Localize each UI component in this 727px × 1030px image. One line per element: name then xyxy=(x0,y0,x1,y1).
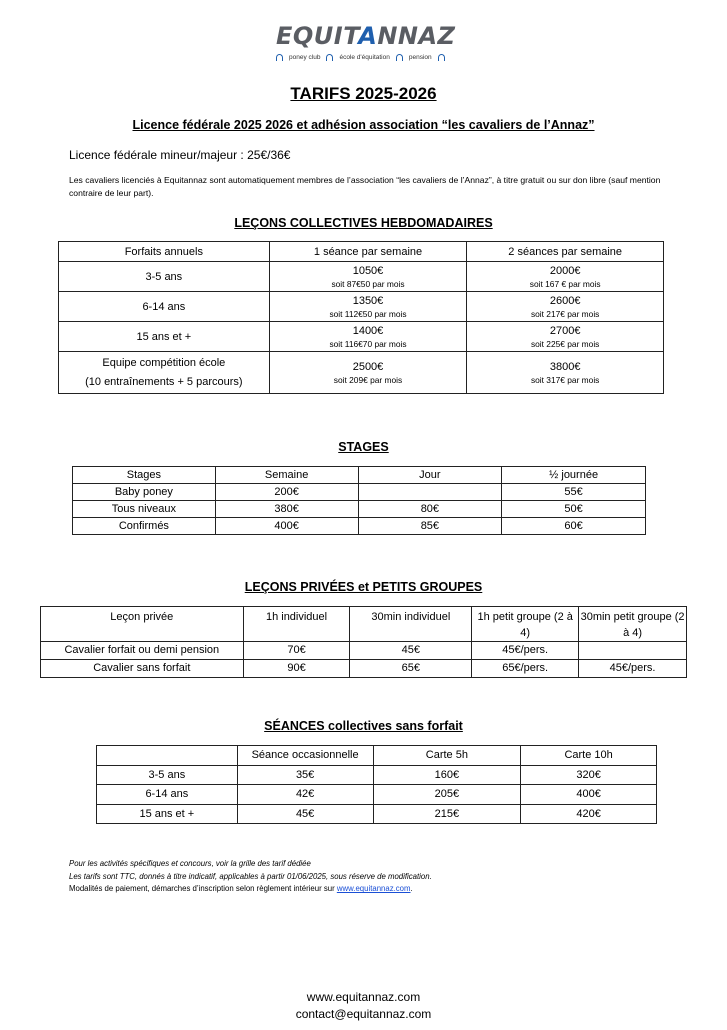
table-header: 2 séances par semaine xyxy=(467,242,664,262)
price-cell xyxy=(579,642,687,660)
horseshoe-icon xyxy=(438,54,445,61)
price-cell: 35€ xyxy=(237,765,373,785)
table-header-row xyxy=(73,467,646,484)
price-cell: 65€/pers. xyxy=(472,660,579,678)
footer-email: contact@equitannaz.com xyxy=(295,1007,432,1021)
note-tarifs-ttc: Les tarifs sont TTC, donnés à titre indicatif, applicables à partir 01/06/2025, sous réserve de modification. xyxy=(69,871,432,881)
price-cell: 90€ xyxy=(243,660,350,678)
lecons-collectives-table xyxy=(58,241,664,394)
notes xyxy=(69,858,432,896)
price-cell: 3800€ soit 317€ par mois xyxy=(467,352,664,394)
table-header: Semaine xyxy=(215,467,358,484)
table-header: 1h petit groupe (2 à 4) xyxy=(472,607,579,642)
stages-table xyxy=(72,466,646,535)
table-row xyxy=(73,518,646,535)
table-header xyxy=(97,746,238,766)
table-header: Leçon privée xyxy=(41,607,244,642)
price-cell: 1400€ soit 116€70 par mois xyxy=(269,322,467,352)
logo-tag-ecole: école d'équitation xyxy=(339,54,390,61)
table-row xyxy=(97,804,657,824)
price-cell: 80€ xyxy=(358,501,502,518)
footer-website: www.equitannaz.com xyxy=(306,990,421,1004)
logo-tagline xyxy=(276,54,445,61)
price-cell: 1350€ soit 112€50 par mois xyxy=(269,292,467,322)
row-label: 15 ans et + xyxy=(97,804,238,824)
table-row xyxy=(73,484,646,501)
row-label: Cavalier sans forfait xyxy=(41,660,244,678)
table-row xyxy=(59,262,664,292)
section-title-seances: SÉANCES collectives sans forfait xyxy=(264,719,463,733)
price-cell: 2500€ soit 209€ par mois xyxy=(269,352,467,394)
table-header: 30min individuel xyxy=(350,607,472,642)
horseshoe-icon xyxy=(396,54,403,61)
table-header: Forfaits annuels xyxy=(59,242,270,262)
table-header: Stages xyxy=(73,467,216,484)
table-row xyxy=(97,785,657,805)
table-header: Carte 5h xyxy=(373,746,521,766)
table-header: Séance occasionnelle xyxy=(237,746,373,766)
licence-heading: Licence fédérale 2025 2026 et adhésion association “les cavaliers de l’Annaz” xyxy=(132,118,595,132)
table-row xyxy=(59,292,664,322)
price-cell: 85€ xyxy=(358,518,502,535)
table-header-row xyxy=(59,242,664,262)
row-label: 6-14 ans xyxy=(97,785,238,805)
table-row xyxy=(73,501,646,518)
row-label: Cavalier forfait ou demi pension xyxy=(41,642,244,660)
table-header: 1 séance par semaine xyxy=(269,242,467,262)
table-header: Carte 10h xyxy=(521,746,657,766)
table-header: ½ journée xyxy=(502,467,646,484)
price-cell: 42€ xyxy=(237,785,373,805)
section-title-stages: STAGES xyxy=(338,440,389,454)
table-header-row xyxy=(97,746,657,766)
table-row xyxy=(59,322,664,352)
note-specific-activities: Pour les activités spécifiques et concours, voir la grille des tarif dédiée xyxy=(69,859,311,868)
row-label: 3-5 ans xyxy=(97,765,238,785)
table-header-row xyxy=(41,607,687,642)
price-cell: 160€ xyxy=(373,765,521,785)
row-label: 6-14 ans xyxy=(59,292,270,322)
row-label: Baby poney xyxy=(73,484,216,501)
price-cell: 45€/pers. xyxy=(472,642,579,660)
table-row xyxy=(97,765,657,785)
logo xyxy=(272,18,456,68)
price-cell: 55€ xyxy=(502,484,646,501)
price-cell: 400€ xyxy=(215,518,358,535)
table-header: 1h individuel xyxy=(243,607,350,642)
price-cell: 50€ xyxy=(502,501,646,518)
logo-tag-poney-club: poney club xyxy=(289,54,321,61)
price-cell: 45€ xyxy=(237,804,373,824)
price-cell: 200€ xyxy=(215,484,358,501)
footer xyxy=(0,989,727,1023)
price-cell: 380€ xyxy=(215,501,358,518)
price-cell: 2600€ soit 217€ par mois xyxy=(467,292,664,322)
table-row xyxy=(59,352,664,394)
logo-tag-pension: pension xyxy=(408,54,432,61)
price-cell: 420€ xyxy=(521,804,657,824)
price-cell: 1050€ soit 87€50 par mois xyxy=(269,262,467,292)
note-modalites: Modalités de paiement, démarches d’inscription selon règlement intérieur sur www.equitannaz.com. xyxy=(69,884,413,894)
table-header: Jour xyxy=(358,467,502,484)
price-cell: 205€ xyxy=(373,785,521,805)
page-title: TARIFS 2025-2026 xyxy=(290,84,437,103)
horseshoe-icon xyxy=(326,54,333,61)
price-cell: 320€ xyxy=(521,765,657,785)
lecons-privees-table xyxy=(40,606,687,678)
price-cell: 45€/pers. xyxy=(579,660,687,678)
table-header: 30min petit groupe (2 à 4) xyxy=(579,607,687,642)
horseshoe-icon xyxy=(276,54,283,61)
section-title-lecons-privees: LEÇONS PRIVÉES et PETITS GROUPES xyxy=(244,580,483,594)
row-label: 15 ans et + xyxy=(59,322,270,352)
website-link[interactable]: www.equitannaz.com xyxy=(336,884,411,894)
price-cell xyxy=(358,484,502,501)
logo-wordmark: EQUITANNAZ xyxy=(276,22,456,50)
row-label: Confirmés xyxy=(73,518,216,535)
seances-table xyxy=(96,745,657,824)
price-cell: 70€ xyxy=(243,642,350,660)
price-cell: 45€ xyxy=(350,642,472,660)
price-cell: 215€ xyxy=(373,804,521,824)
price-cell: 60€ xyxy=(502,518,646,535)
price-cell: 65€ xyxy=(350,660,472,678)
row-label: Equipe compétition école (10 entraînements + 5 parcours) xyxy=(59,352,270,394)
association-text: Les cavaliers licenciés à Equitannaz sont automatiquement membres de l’association “les cavaliers de l’Annaz”, à titre gratuit ou sur don libre (sauf mention contraire de leur part). xyxy=(69,175,661,198)
price-cell: 400€ xyxy=(521,785,657,805)
row-label: 3-5 ans xyxy=(59,262,270,292)
table-row xyxy=(41,660,687,678)
licence-price-line: Licence fédérale mineur/majeur : 25€/36€ xyxy=(69,148,291,162)
table-row xyxy=(41,642,687,660)
price-cell: 2700€ soit 225€ par mois xyxy=(467,322,664,352)
section-title-lecons-collectives: LEÇONS COLLECTIVES HEBDOMADAIRES xyxy=(234,216,493,230)
row-label: Tous niveaux xyxy=(73,501,216,518)
price-cell: 2000€ soit 167 € par mois xyxy=(467,262,664,292)
